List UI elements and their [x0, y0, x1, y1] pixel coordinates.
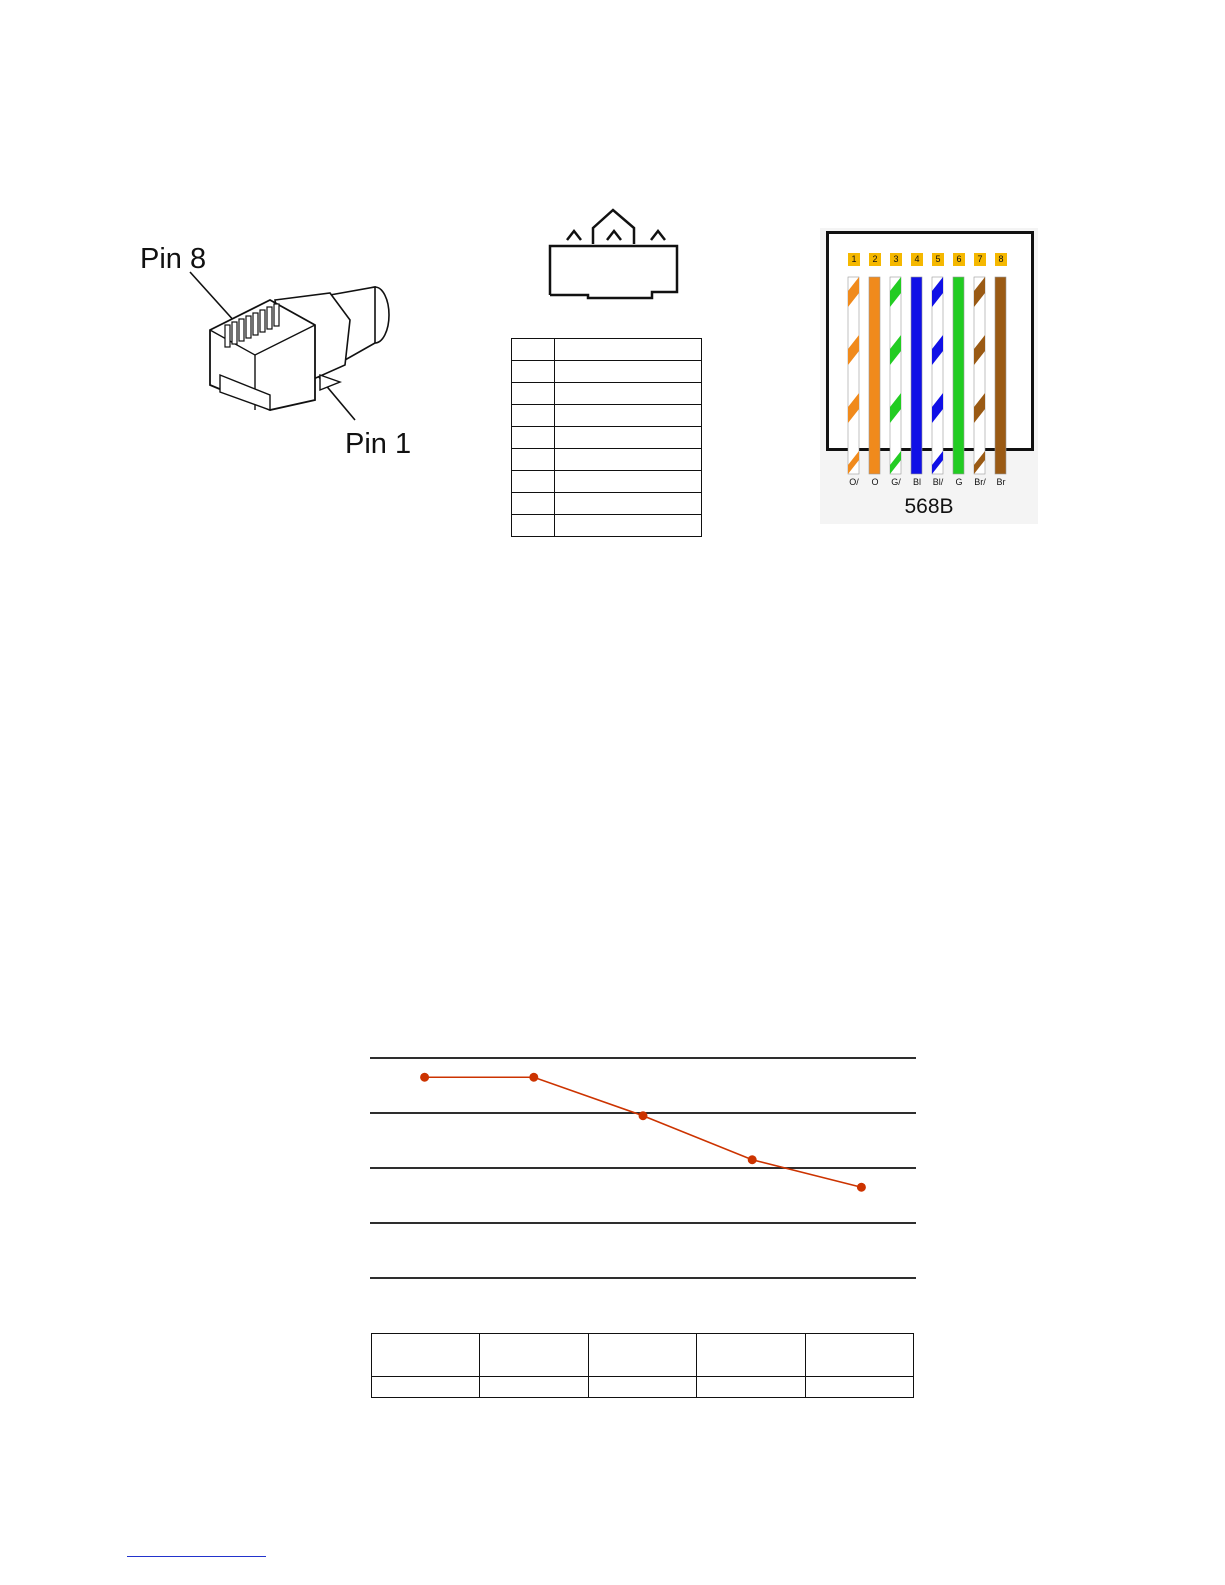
jack-center-latch: [593, 210, 634, 244]
table-row: [372, 1377, 914, 1398]
pin-table-row: [512, 339, 702, 361]
pin-number-badge: 6: [953, 253, 965, 266]
pin-table-cell: [512, 361, 555, 383]
wire-color-code: O: [871, 477, 879, 487]
data-point: [639, 1111, 648, 1120]
data-point: [529, 1073, 538, 1082]
wire-color-code: O/: [849, 477, 859, 487]
table-cell: [588, 1334, 696, 1377]
footer-link[interactable]: [127, 1556, 266, 1557]
pin-table-cell: [512, 515, 555, 537]
pin-table-cell: [512, 383, 555, 405]
pin8-label: Pin 8: [140, 243, 207, 275]
pin-table-cell: [555, 361, 702, 383]
table-cell: [805, 1377, 913, 1398]
pin-number-badge: 3: [890, 253, 902, 266]
pin-table-cell: [555, 339, 702, 361]
pin-number-badge: 7: [974, 253, 986, 266]
chart-data-table: [371, 1333, 914, 1398]
line-chart: [360, 1045, 930, 1290]
pin-assignment-table: [511, 338, 702, 537]
pin-table-row: [512, 515, 702, 537]
pin-table-row: [512, 493, 702, 515]
pin-number-badge: 8: [995, 253, 1007, 266]
pin-table-row: [512, 427, 702, 449]
pin-table-cell: [512, 471, 555, 493]
pin-table-cell: [555, 427, 702, 449]
pin-table-row: [512, 471, 702, 493]
pin-table-cell: [512, 493, 555, 515]
pin-table-row: [512, 361, 702, 383]
table-header-row: [372, 1334, 914, 1377]
jack-body: [550, 246, 677, 298]
pin-table-cell: [555, 471, 702, 493]
wire-color-code: G: [955, 477, 963, 487]
table-cell: [805, 1334, 913, 1377]
table-cell: [372, 1334, 480, 1377]
pin-table-cell: [512, 405, 555, 427]
table-cell: [372, 1377, 480, 1398]
pin-number-badge: 2: [869, 253, 881, 266]
wiring-standard-label: 568B: [904, 495, 954, 518]
data-point: [748, 1155, 757, 1164]
table-cell: [697, 1334, 805, 1377]
wire-color-code: Br/: [974, 477, 986, 487]
table-cell: [480, 1334, 588, 1377]
wire-color-code: Br: [996, 477, 1006, 487]
jack-caret-right: [651, 231, 665, 240]
pin-table-cell: [555, 383, 702, 405]
pin-table-cell: [555, 515, 702, 537]
pin-table-cell: [555, 493, 702, 515]
pin-table-row: [512, 405, 702, 427]
series-line: [425, 1077, 862, 1187]
table-cell: [697, 1377, 805, 1398]
pin1-label: Pin 1: [345, 428, 412, 460]
pin-number-badge: 5: [932, 253, 944, 266]
data-point: [420, 1073, 429, 1082]
wire-color-code: G/: [891, 477, 901, 487]
jack-caret-left: [567, 231, 581, 240]
pin-table-row: [512, 383, 702, 405]
pin-table-cell: [512, 339, 555, 361]
table-cell: [480, 1377, 588, 1398]
table-cell: [588, 1377, 696, 1398]
pin-table-cell: [555, 405, 702, 427]
pin-table-cell: [512, 427, 555, 449]
wire-color-code: Bl: [912, 477, 921, 487]
jack-caret-middle: [607, 231, 621, 240]
wire-color-code: Bl/: [932, 477, 944, 487]
pin-table-row: [512, 449, 702, 471]
data-point: [857, 1183, 866, 1192]
rj45-plug-illustration: [180, 270, 430, 430]
rj45-jack-outline: [540, 200, 685, 305]
pin-table-cell: [512, 449, 555, 471]
pin-table-cell: [555, 449, 702, 471]
pin-number-badge: 4: [911, 253, 923, 266]
pin-number-badge: 1: [848, 253, 860, 266]
